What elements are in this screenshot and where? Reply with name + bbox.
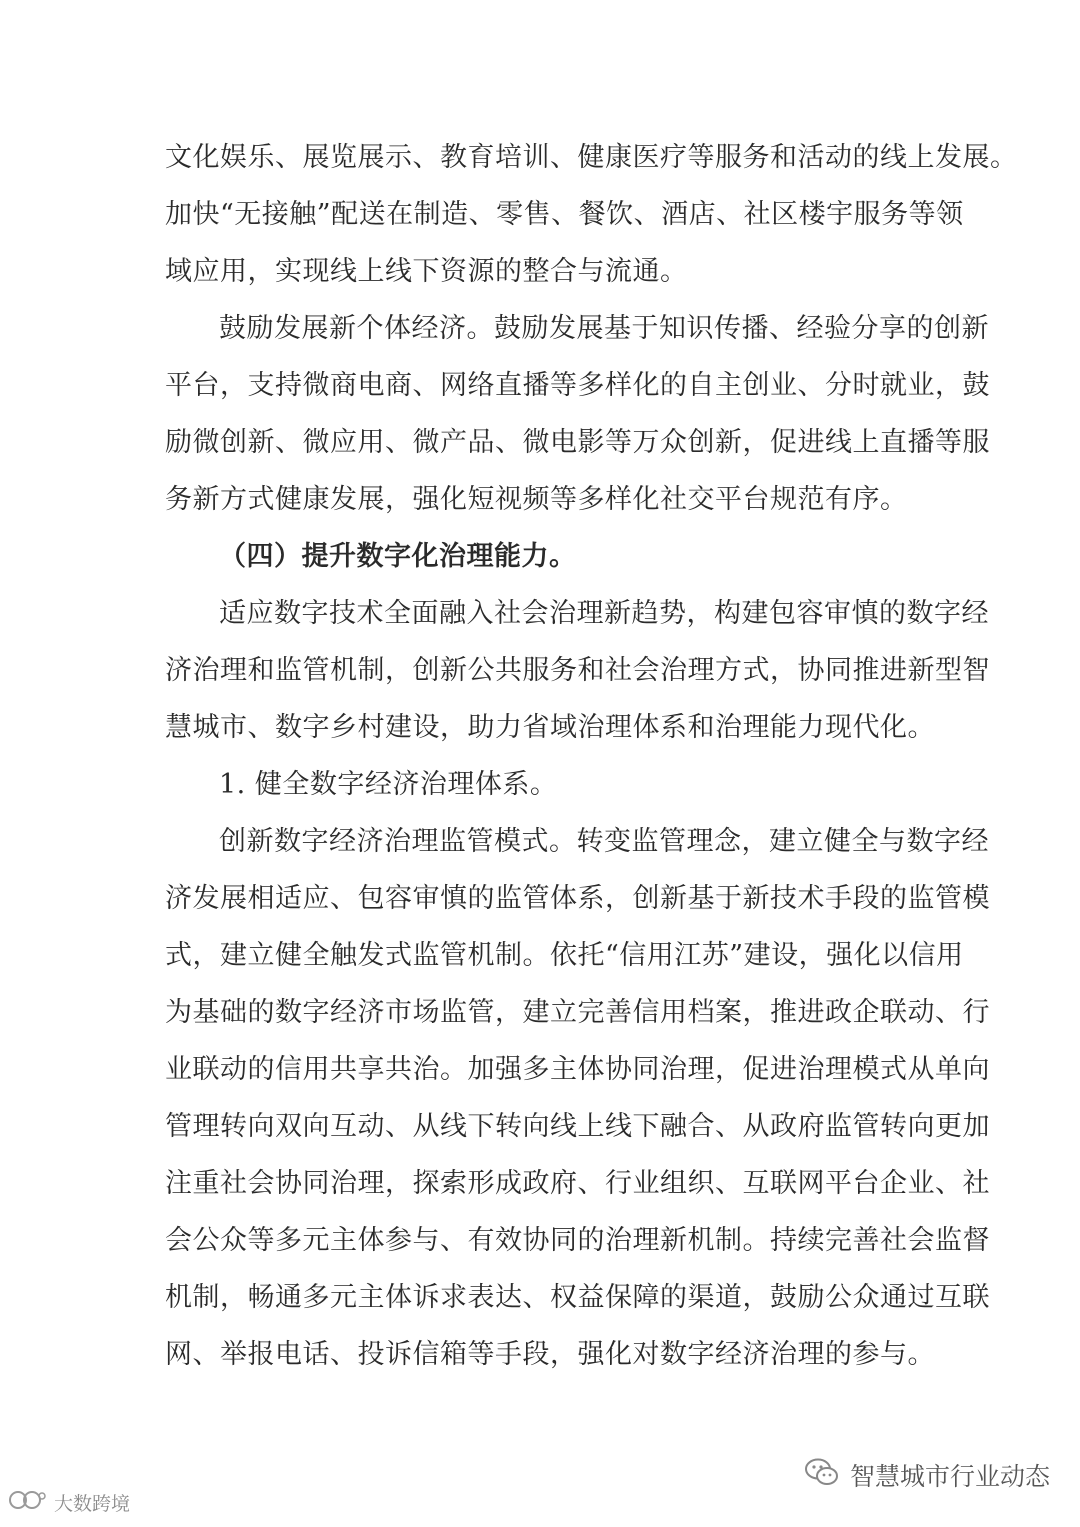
paragraph-line: 加快“无接触”配送在制造、零售、餐饮、酒店、社区楼宇服务等领 bbox=[165, 199, 964, 230]
paragraph-line: 济发展相适应、包容审慎的监管体系，创新基于新技术手段的监管模 bbox=[165, 883, 990, 914]
subsection-heading: 1. 健全数字经济治理体系。 bbox=[219, 769, 558, 800]
watermark-text: 智慧城市行业动态 bbox=[849, 1462, 1050, 1491]
section-heading: （四）提升数字化治理能力。 bbox=[219, 541, 577, 572]
watermark-wechat bbox=[804, 1455, 1050, 1495]
paragraph-line: 文化娱乐、展览展示、教育培训、健康医疗等服务和活动的线上发展。 bbox=[165, 142, 1018, 173]
paragraph-line: 式，建立健全触发式监管机制。依托“信用江苏”建设，强化以信用 bbox=[165, 940, 964, 971]
paragraph-line: 务新方式健康发展，强化短视频等多样化社交平台规范有序。 bbox=[165, 484, 908, 515]
paragraph-line: 为基础的数字经济市场监管，建立完善信用档案，推进政企联动、行 bbox=[165, 997, 990, 1028]
paragraph-line: 机制，畅通多元主体诉求表达、权益保障的渠道，鼓励公众通过互联 bbox=[165, 1282, 990, 1313]
paragraph-line: 鼓励发展新个体经济。鼓励发展基于知识传播、经验分享的创新 bbox=[219, 313, 989, 344]
paragraph-line: 网、举报电话、投诉信箱等手段，强化对数字经济治理的参与。 bbox=[165, 1339, 935, 1370]
paragraph-line: 慧城市、数字乡村建设，助力省域治理体系和治理能力现代化。 bbox=[165, 712, 935, 743]
paragraph-line: 注重社会协同治理，探索形成政府、行业组织、互联网平台企业、社 bbox=[165, 1168, 990, 1199]
watermark-brand bbox=[8, 1484, 130, 1520]
paragraph-line: 适应数字技术全面融入社会治理新趋势，构建包容审慎的数字经 bbox=[219, 598, 989, 629]
paragraph-line: 励微创新、微应用、微产品、微电影等万众创新，促进线上直播等服 bbox=[165, 427, 990, 458]
paragraph-line: 管理转向双向互动、从线下转向线上线下融合、从政府监管转向更加 bbox=[165, 1111, 990, 1142]
wechat-icon bbox=[804, 1457, 840, 1493]
paragraph-line: 域应用，实现线上线下资源的整合与流通。 bbox=[165, 256, 688, 287]
paragraph-line: 创新数字经济治理监管模式。转变监管理念，建立健全与数字经 bbox=[219, 826, 989, 857]
paragraph-line: 济治理和监管机制，创新公共服务和社会治理方式，协同推进新型智 bbox=[165, 655, 990, 686]
watermark-brand-text: 大数跨境 bbox=[54, 1492, 131, 1515]
logo-icon bbox=[8, 1488, 48, 1517]
paragraph-line: 会公众等多元主体参与、有效协同的治理新机制。持续完善社会监督 bbox=[165, 1225, 990, 1256]
paragraph-line: 平台，支持微商电商、网络直播等多样化的自主创业、分时就业，鼓 bbox=[165, 370, 990, 401]
paragraph-line: 业联动的信用共享共治。加强多主体协同治理，促进治理模式从单向 bbox=[165, 1054, 990, 1085]
